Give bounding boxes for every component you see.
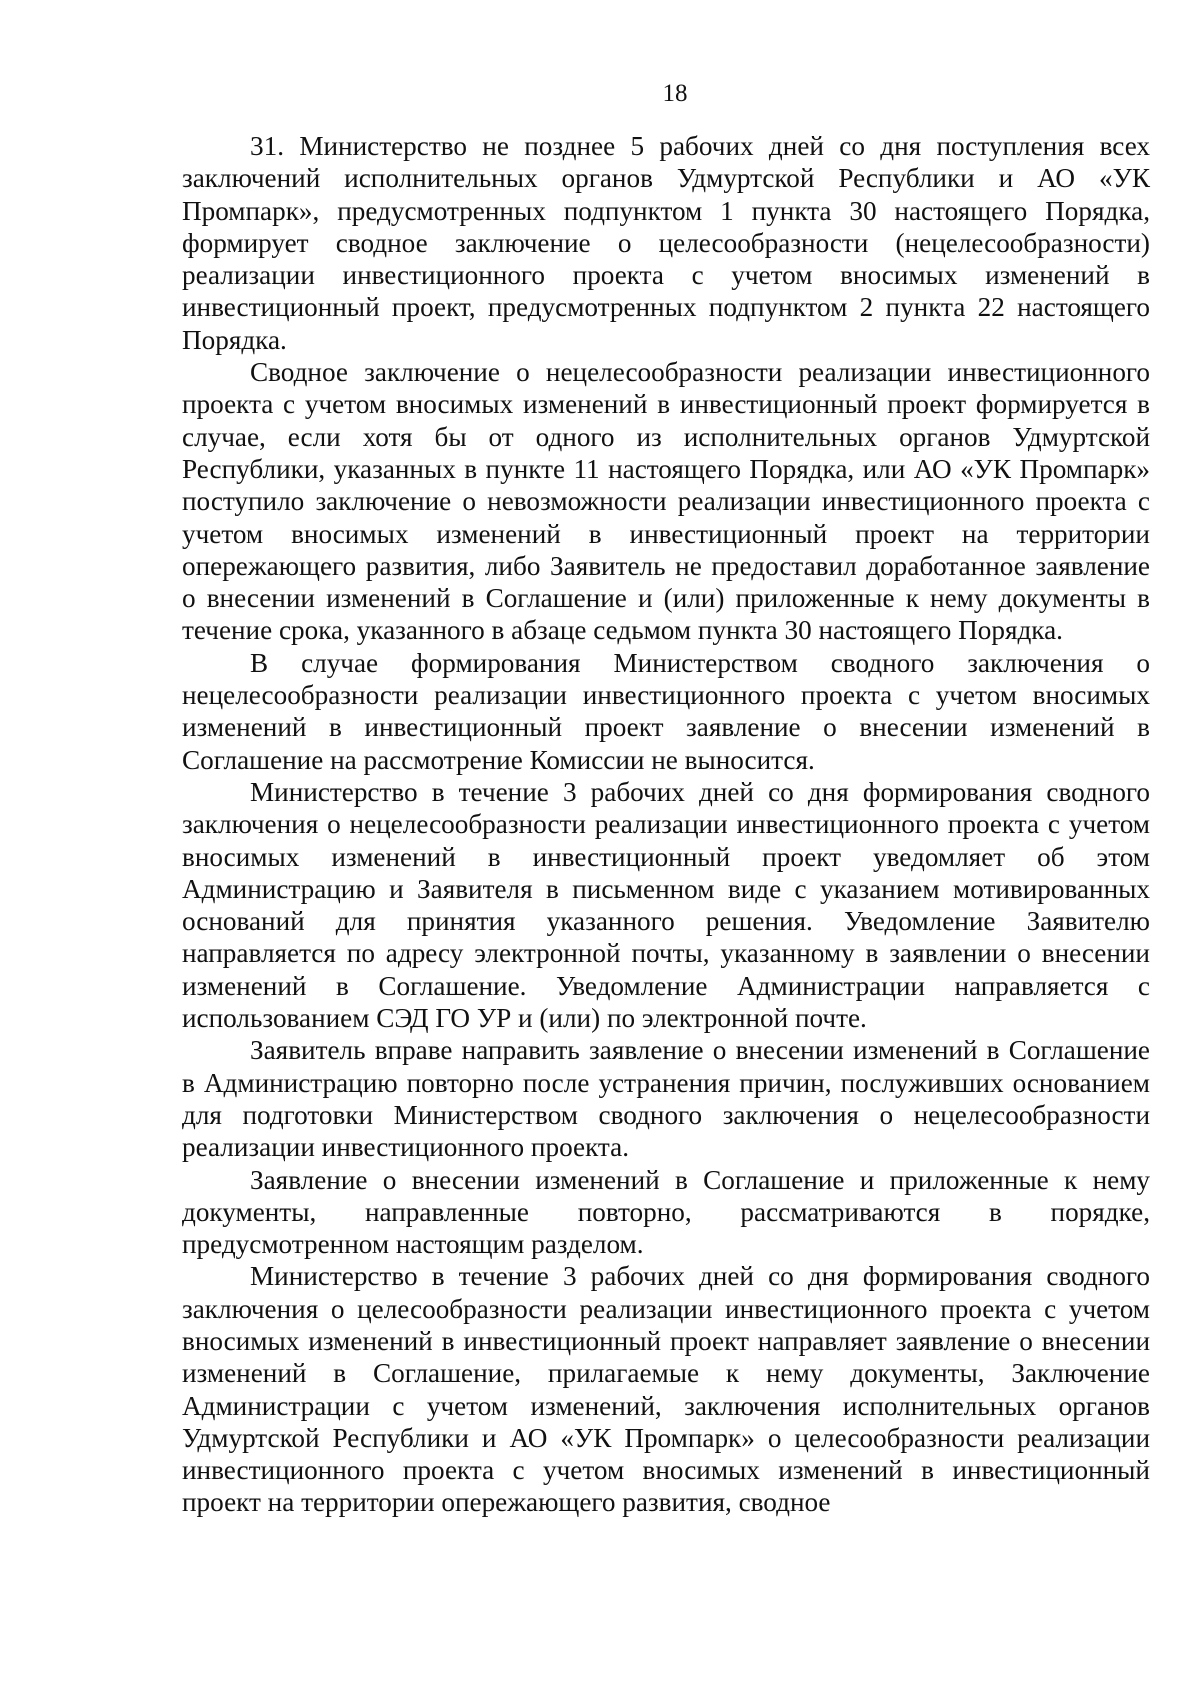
paragraph-notification: Министерство в течение 3 рабочих дней со дня формирования сводного заключения о нецелесообразности реализации инвестиционного проекта с учетом вносимых изменений в инвестиционный проект уведомляет об этом Администрацию и Заявителя в письменном виде с указанием мотивированных оснований для принятия указанного решения. Уведомление Заявителю направляется по адресу электронной почты, указанному в заявлении о внесении изменений в Соглашение. Уведомление Администрации направляется с использованием СЭД ГО УР и (или) по электронной почте. [182, 776, 1150, 1034]
paragraph-not-submitted-to-commission: В случае формирования Министерством сводного заключения о нецелесообразности реализации инвестиционного проекта с учетом вносимых изменений в инвестиционный проект заявление о внесении изменений в Соглашение на рассмотрение Комиссии не выносится. [182, 647, 1150, 775]
page-number: 18 [662, 80, 688, 107]
paragraph-forwarding: Министерство в течение 3 рабочих дней со дня формирования сводного заключения о целесообразности реализации инвестиционного проекта с учетом вносимых изменений в инвестиционный проект направляет заявление о внесении изменений в Соглашение, прилагаемые к нему документы, Заключение Администрации с учетом изменений, заключения исполнительных органов Удмуртской Республики и АО «УК Промпарк» о целесообразности реализации инвестиционного проекта с учетом вносимых изменений в инвестиционный проект на территории опережающего развития, сводное [182, 1261, 1150, 1518]
paragraph-review-order: Заявление о внесении изменений в Соглашение и приложенные к нему документы, направленные повторно, рассматриваются в порядке, предусмотренном настоящим разделом. [182, 1164, 1150, 1260]
paragraph-resubmission: Заявитель вправе направить заявление о внесении изменений в Соглашение в Администрацию повторно после устранения причин, послуживших основанием для подготовки Министерством сводного заключения о нецелесообразности реализации инвестиционного проекта. [182, 1035, 1150, 1163]
document-body [182, 130, 1150, 1519]
paragraph-31: 31. Министерство не позднее 5 рабочих дней со дня поступления всех заключений исполнительных органов Удмуртской Республики и АО «УК Промпарк», предусмотренных подпунктом 1 пункта 30 настоящего Порядка, формирует сводное заключение о целесообразности (нецелесообразности) реализации инвестиционного проекта с учетом вносимых изменений в инвестиционный проект, предусмотренных подпунктом 2 пункта 22 настоящего Порядка. [182, 131, 1150, 355]
paragraph-summary-conclusion: Сводное заключение о нецелесообразности реализации инвестиционного проекта с учетом вносимых изменений в инвестиционный проект формируется в случае, если хотя бы от одного из исполнительных органов Удмуртской Республики, указанных в пункте 11 настоящего Порядка, или АО «УК Промпарк» поступило заключение о невозможности реализации инвестиционного проекта с учетом вносимых изменений в инвестиционный проект на территории опережающего развития, либо Заявитель не предоставил доработанное заявление о внесении изменений в Соглашение и (или) приложенные к нему документы в течение срока, указанного в абзаце седьмом пункта 30 настоящего Порядка. [182, 357, 1150, 646]
